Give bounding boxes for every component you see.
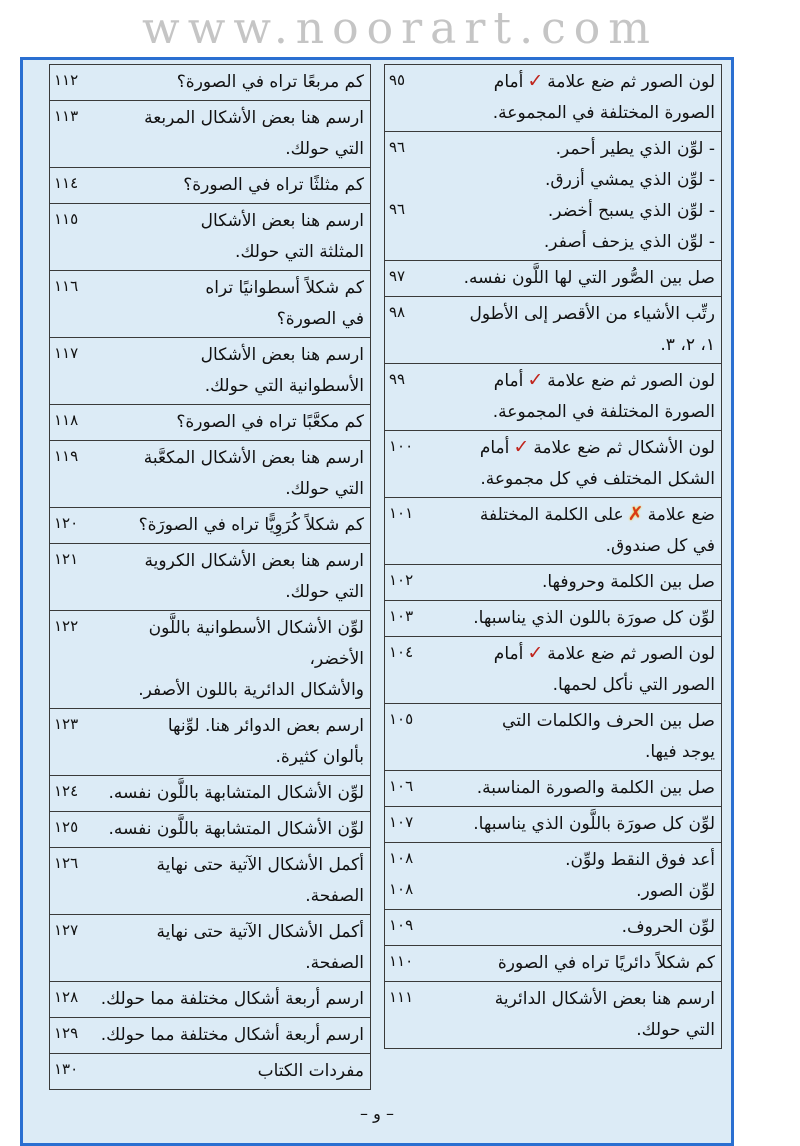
contents-line [389,912,715,943]
entry-text: رتِّب الأشياء من الأقصر إلى الأطول [469,304,715,324]
entry-text: أكمل الأشكال الآتية حتى نهاية [156,922,364,942]
entry-title [92,67,364,98]
entry-title [427,809,715,840]
contents-row [385,431,721,498]
entry-title [92,675,364,706]
page-ref: ١١٣ [54,107,79,125]
check-mark-icon: ✓ [527,642,544,664]
entry-title [427,984,715,1015]
contents-row [50,204,370,271]
entry-title [427,196,715,227]
entry-text: ارسم هنا بعض الأشكال [200,345,364,365]
entry-title [92,778,364,809]
entry-text: لوِّن الصور. [636,881,715,901]
contents-line [389,299,715,330]
watermark: www.noorart.com [142,3,658,54]
contents-row [385,65,721,132]
entry-text: المثلثة التي حولك. [235,242,364,262]
contents-line [389,809,715,840]
contents-line [389,948,715,979]
entry-text: - لوِّن الذي يمشي أزرق. [545,170,715,190]
page-ref: ٩٨ [389,303,406,321]
contents-line [54,850,364,881]
contents-line [389,1015,715,1046]
entry-title [427,912,715,943]
contents-row [50,1018,370,1054]
entry-title [427,706,715,737]
page-ref: ١١١ [389,988,414,1006]
page-frame [20,57,734,1146]
entry-text: ارسم أربعة أشكال مختلفة مما حولك. [100,989,364,1009]
contents-row [50,776,370,812]
entry-text: أمام [479,438,510,458]
page-ref: ١٢١ [54,550,79,568]
entry-text: لوِّن الحروف. [621,917,715,937]
page-ref: ١٢٠ [54,514,79,532]
page-ref: ٩٦ [389,200,406,218]
page-ref: ١٢٩ [54,1024,79,1042]
contents-line [54,67,364,98]
contents-row [385,565,721,601]
entry-title [92,711,364,742]
page-ref: ١٢٥ [54,818,79,836]
contents-line [389,165,715,196]
check-mark-icon: ✓ [527,70,544,92]
contents-line [54,546,364,577]
entry-text: كم شكلاً أسطوانيًا تراه [205,278,364,298]
entry-text: صل بين الحرف والكلمات التي [502,711,715,731]
page-ref: ١١٥ [54,210,79,228]
contents-line [389,464,715,495]
contents-row [50,405,370,441]
entry-text: في كل صندوق. [605,536,715,556]
contents-line [389,603,715,634]
page-ref: ١٠١ [389,504,414,522]
entry-title [427,165,715,196]
entry-title [92,613,364,675]
contents-line [54,443,364,474]
page-ref: ١٠٠ [389,437,414,455]
contents-line [54,577,364,608]
entry-title [92,273,364,304]
entry-title [427,299,715,330]
entry-title [92,742,364,773]
entry-text: الصور التي نأكل لحمها. [552,675,715,695]
contents-table-left [49,64,371,1090]
entry-text: - لوِّن الذي يزحف أصفر. [543,232,715,252]
page-ref: ١١٠ [389,952,414,970]
contents-line [54,273,364,304]
contents-row [385,498,721,565]
contents-line [389,531,715,562]
contents-line [54,237,364,268]
contents-row [385,637,721,704]
contents-line [389,196,715,227]
entry-title [92,340,364,371]
entry-title [92,206,364,237]
page-ref: ١٢٢ [54,617,79,635]
contents-row [385,132,721,261]
entry-title [427,330,715,361]
page-ref: ١٠٦ [389,777,414,795]
contents-line [389,433,715,464]
contents-line [54,103,364,134]
page-ref: ١١٢ [54,71,79,89]
entry-title [427,397,715,428]
contents-table-right [384,64,722,1049]
contents-row [385,297,721,364]
contents-row [50,848,370,915]
entry-title [92,474,364,505]
entry-text: - لوِّن الذي يسبح أخضر. [547,201,715,221]
page-ref: ١١٩ [54,447,79,465]
entry-text: الأسطوانية التي حولك. [204,376,364,396]
contents-line [54,304,364,335]
entry-text: لون الصور ثم ضع علامة [547,371,715,391]
page-ref: ١٠٣ [389,607,414,625]
entry-text: ١، ٢، ٣. [660,335,715,355]
entry-title [92,1056,364,1087]
contents-row [50,1054,370,1089]
entry-title [427,845,715,876]
entry-text: - لوِّن الذي يطير أحمر. [555,139,715,159]
entry-text: لوِّن الأشكال الأسطوانية باللَّون الأخضر، [148,618,364,669]
entry-title [92,1020,364,1051]
contents-columns [23,64,731,1090]
contents-line [54,984,364,1015]
page-ref: ١٣٠ [54,1060,79,1078]
contents-line [54,371,364,402]
entry-text: على الكلمة المختلفة [479,505,624,525]
entry-title [427,737,715,768]
entry-title [92,577,364,608]
entry-text: الصورة المختلفة في المجموعة. [492,402,715,422]
contents-row [385,982,721,1048]
entry-title [427,98,715,129]
entry-text: كم مكعَّبًا تراه في الصورة؟ [176,412,364,432]
entry-title [427,603,715,634]
entry-title [427,567,715,598]
contents-line [389,98,715,129]
entry-text: يوجد فيها. [644,742,715,762]
entry-title [427,227,715,258]
entry-title [92,881,364,912]
contents-line [54,510,364,541]
check-mark-icon: ✓ [513,436,530,458]
entry-text: لوِّن كل صورَة باللَّون الذي يناسبها. [473,814,715,834]
page-ref: ١٠٢ [389,571,414,589]
entry-text: ارسم هنا بعض الأشكال الكروية [144,551,364,571]
entry-text: في الصورة؟ [276,309,364,329]
contents-line [54,206,364,237]
contents-line [389,366,715,397]
contents-row [50,611,370,709]
contents-line [389,773,715,804]
entry-text: لوِّن الأشكال المتشابهة باللَّون نفسه. [108,783,364,803]
contents-line [54,881,364,912]
contents-line [389,397,715,428]
entry-text: ارسم هنا بعض الأشكال الدائرية [494,989,715,1009]
contents-row [50,982,370,1018]
page-ref: ٩٥ [389,71,406,89]
entry-text: التي حولك. [636,1020,715,1040]
page-number: – و – [360,1104,394,1123]
contents-line [389,737,715,768]
contents-row [385,601,721,637]
contents-row [50,508,370,544]
entry-title [92,948,364,979]
page-ref: ١٢٦ [54,854,79,872]
entry-title [92,237,364,268]
entry-title [427,366,715,397]
entry-text: كم شكلاً كُرَوِيًّا تراه في الصورَة؟ [138,515,364,535]
entry-text: لوِّن كل صورَة باللون الذي يناسبها. [473,608,715,628]
page-ref: ١١٤ [54,174,79,192]
page-ref: ١٠٧ [389,813,414,831]
contents-line [54,340,364,371]
entry-title [92,510,364,541]
page-ref: ١٢٨ [54,988,79,1006]
entry-title [427,500,715,531]
contents-line [389,227,715,258]
contents-line [54,1056,364,1087]
contents-line [389,500,715,531]
contents-line [389,984,715,1015]
entry-text: أكمل الأشكال الآتية حتى نهاية [156,855,364,875]
entry-text: لون الصور ثم ضع علامة [547,72,715,92]
contents-row [385,843,721,910]
contents-line [54,675,364,706]
entry-text: ارسم هنا بعض الأشكال [200,211,364,231]
entry-title [92,546,364,577]
contents-row [385,771,721,807]
contents-line [54,613,364,675]
contents-row [385,704,721,771]
entry-title [427,67,715,98]
contents-line [54,814,364,845]
contents-row [385,261,721,297]
entry-title [92,814,364,845]
entry-title [427,134,715,165]
page-ref: ١٢٤ [54,782,79,800]
entry-title [92,304,364,335]
entry-text: ارسم هنا بعض الأشكال المكعَّبة [143,448,364,468]
entry-text: ضع علامة [647,505,715,525]
contents-line [54,742,364,773]
entry-text: ارسم بعض الدوائر هنا. لوِّنها [167,716,364,736]
cross-mark-icon: ✗ [627,503,644,525]
page-ref: ١١٨ [54,411,79,429]
page-ref: ٩٧ [389,267,406,285]
page-ref: ١٠٨ [389,880,414,898]
contents-line [54,407,364,438]
contents-line [389,134,715,165]
contents-row [50,915,370,982]
contents-line [54,948,364,979]
contents-row [50,271,370,338]
contents-line [54,778,364,809]
contents-line [389,567,715,598]
entry-text: أمام [493,72,524,92]
entry-text: أمام [493,371,524,391]
contents-line [389,670,715,701]
entry-text: صل بين الكلمة وحروفها. [541,572,715,592]
page-ref: ١١٦ [54,277,79,295]
entry-text: والأشكال الدائرية باللون الأصفر. [138,680,364,700]
contents-line [54,170,364,201]
entry-text: الشكل المختلف في كل مجموعة. [480,469,715,489]
entry-title [427,263,715,294]
entry-title [92,443,364,474]
entry-text: الصفحة. [305,953,364,973]
entry-text: ارسم أربعة أشكال مختلفة مما حولك. [100,1025,364,1045]
contents-line [54,1020,364,1051]
page-ref: ١٠٩ [389,916,414,934]
entry-text: بألوان كثيرة. [275,747,364,767]
entry-title [427,531,715,562]
page-ref: ١٢٧ [54,921,79,939]
contents-row [385,946,721,982]
contents-line [389,263,715,294]
entry-title [427,639,715,670]
contents-row [385,364,721,431]
entry-title [92,103,364,134]
entry-text: صل بين الصُّور التي لها اللَّون نفسه. [463,268,715,288]
entry-text: التي حولك. [285,582,364,602]
page-ref: ١٠٥ [389,710,414,728]
entry-title [92,984,364,1015]
contents-line [54,134,364,165]
contents-line [54,474,364,505]
entry-text: أعد فوق النقط ولوِّن. [565,850,715,870]
contents-row [385,910,721,946]
check-mark-icon: ✓ [527,369,544,391]
contents-line [389,845,715,876]
entry-text: صل بين الكلمة والصورة المناسبة. [476,778,715,798]
page-ref: ١٠٤ [389,643,414,661]
entry-text: التي حولك. [285,479,364,499]
contents-row [50,441,370,508]
entry-title [92,371,364,402]
entry-title [92,850,364,881]
entry-title [427,670,715,701]
entry-text: لون الأشكال ثم ضع علامة [533,438,715,458]
entry-text: الصورة المختلفة في المجموعة. [492,103,715,123]
entry-text: التي حولك. [285,139,364,159]
contents-line [389,330,715,361]
entry-text: كم مربعًا تراه في الصورة؟ [176,72,364,92]
contents-row [50,709,370,776]
entry-title [92,917,364,948]
entry-title [427,1015,715,1046]
page-ref: ١١٧ [54,344,79,362]
entry-title [427,464,715,495]
contents-line [389,639,715,670]
entry-text: ارسم هنا بعض الأشكال المربعة [144,108,364,128]
page-ref: ٩٩ [389,370,406,388]
contents-row [50,101,370,168]
contents-line [389,67,715,98]
contents-row [50,812,370,848]
entry-title [427,433,715,464]
entry-text: لوِّن الأشكال المتشابهة باللَّون نفسه. [108,819,364,839]
contents-line [389,706,715,737]
page-ref: ٩٦ [389,138,406,156]
entry-title [92,170,364,201]
entry-title [427,876,715,907]
entry-title [92,407,364,438]
entry-text: كم شكلاً دائريًا تراه في الصورة [497,953,715,973]
entry-title [427,773,715,804]
contents-row [50,65,370,101]
contents-row [385,807,721,843]
contents-line [54,711,364,742]
contents-line [54,917,364,948]
entry-text: الصفحة. [305,886,364,906]
entry-text: لون الصور ثم ضع علامة [547,644,715,664]
entry-text: كم مثلثًا تراه في الصورة؟ [183,175,364,195]
contents-line [389,876,715,907]
entry-title [92,134,364,165]
entry-title [427,948,715,979]
entry-text: مفردات الكتاب [257,1061,364,1081]
contents-row [50,338,370,405]
contents-row [50,168,370,204]
page-ref: ١٠٨ [389,849,414,867]
entry-text: أمام [493,644,524,664]
page-ref: ١٢٣ [54,715,79,733]
contents-row [50,544,370,611]
